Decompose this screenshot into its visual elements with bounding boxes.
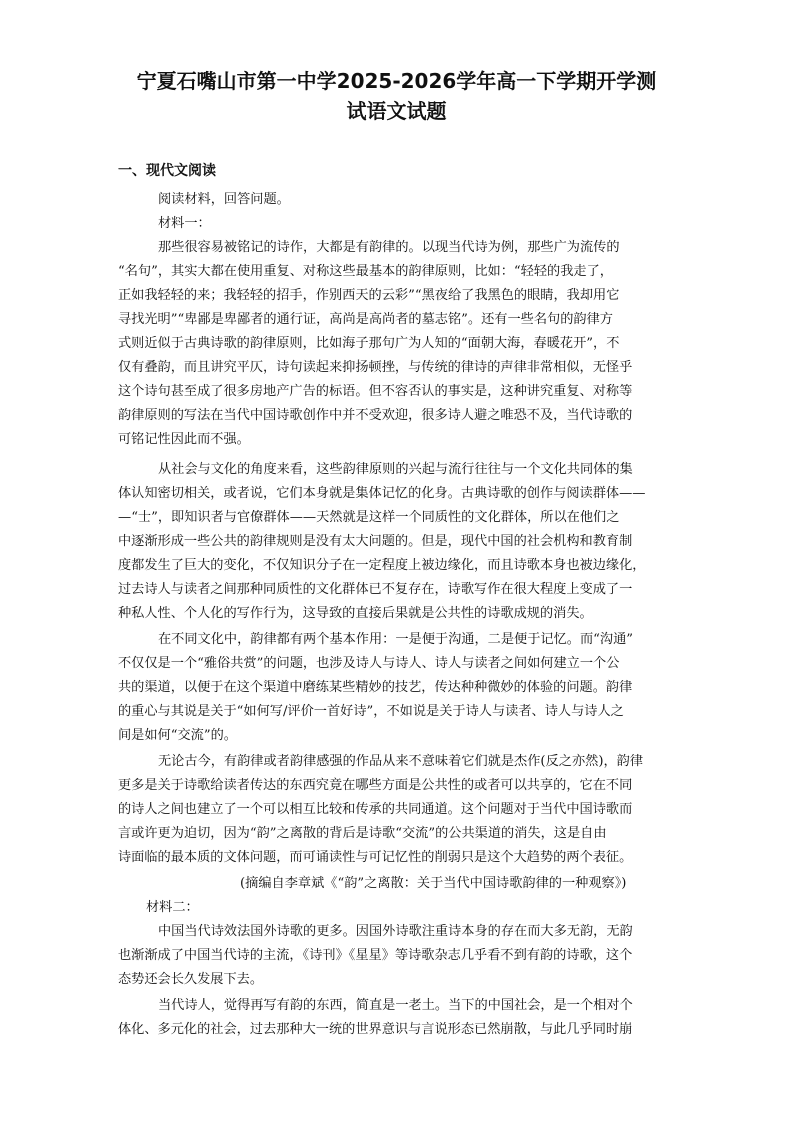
source-citation: (摘编自李章斌《“韵”之离散：关于当代中国诗歌韵律的一种观察》) (240, 876, 627, 891)
paragraph-line: 寻找光明”“卑鄙是卑鄙者的通行证，高尚是高尚者的墓志铭”。还有一些名句的韵律方 (118, 312, 613, 327)
paragraph-line: 韵律原则的写法在当代中国诗歌创作中并不受欢迎，很多诗人避之唯恐不及，当代诗歌的 (118, 408, 633, 423)
paragraph-line: 从社会与文化的角度来看，这些韵律原则的兴起与流行往往与一个文化共同体的集 (158, 462, 633, 477)
paragraph-line: 中国当代诗效法国外诗歌的更多。因国外诗歌注重诗本身的存在而大多无韵，无韵 (158, 924, 633, 939)
material1-label: 材料一： (158, 216, 211, 231)
paragraph-line: 式则近似于古典诗歌的韵律原则，比如海子那句广为人知的“面朝大海，春暖花开”，不 (118, 336, 620, 351)
paragraph-line: 言或许更为迫切，因为“韵”之离散的背后是诗歌“交流”的公共渠道的消失，这是自由 (118, 826, 607, 841)
paragraph-line: 可铭记性因此而不强。 (118, 432, 250, 447)
document-title-line1: 宁夏石嘴山市第一中学2025-2026学年高一下学期开学测 (136, 69, 657, 93)
paragraph-line: “名句”，其实大都在使用重复、对称这些最基本的韵律原则，比如：“轻轻的我走了， (118, 264, 613, 279)
paragraph-line: 的重心与其说是关于“如何写/评价一首好诗”，不如说是关于诗人与读者、诗人与诗人之 (118, 704, 624, 719)
paragraph-line: 当代诗人，觉得再写有韵的东西，简直是一老土。当下的中国社会，是一个相对个 (158, 998, 633, 1013)
paragraph-line: 度都发生了巨大的变化，不仅知识分子在一定程度上被边缘化，而且诗歌本身也被边缘化， (118, 558, 646, 573)
paragraph-line: —“士”，即知识者与官僚群体——天然就是这样一个同质性的文化群体，所以在他们之 (118, 510, 620, 525)
paragraph-line: 无论古今，有韵律或者韵律感强的作品从来不意味着它们就是杰作(反之亦然)，韵律 (158, 754, 644, 769)
document-title-line2: 试语文试题 (346, 99, 447, 123)
paragraph-line: 在不同文化中，韵律都有两个基本作用：一是便于沟通，二是便于记忆。而“沟通” (158, 632, 634, 647)
paragraph-line: 间是如何“交流”的。 (118, 728, 237, 743)
paragraph-line: 更多是关于诗歌给读者传达的东西究竟在哪些方面是公共性的或者可以共享的，它在不同 (118, 778, 633, 793)
section-heading: 一、现代文阅读 (118, 163, 216, 179)
paragraph-line: 不仅仅是一个“雅俗共赏”的问题，也涉及诗人与诗人、诗人与读者之间如何建立一个公 (118, 656, 620, 671)
paragraph-line: 这个诗句甚至成了很多房地产广告的标语。但不容否认的事实是，这种讲究重复、对称等 (118, 384, 633, 399)
paragraph-line: 诗面临的最本质的文体问题，而可诵读性与可记忆性的削弱只是这个大趋势的两个表征。 (118, 850, 633, 865)
paragraph-line: 中逐渐形成一些公共的韵律规则是没有太大问题的。但是，现代中国的社会机构和教育制 (118, 534, 633, 549)
paragraph-line: 也渐渐成了中国当代诗的主流，《诗刊》《星星》等诗歌杂志几乎看不到有韵的诗歌，这个 (118, 948, 633, 963)
instruction-text: 阅读材料，回答问题。 (158, 192, 290, 207)
paragraph-line: 的诗人之间也建立了一个可以相互比较和传承的共同通道。这个问题对于当代中国诗歌而 (118, 802, 633, 817)
paragraph-line: 过去诗人与读者之间那种同质性的文化群体已不复存在，诗歌写作在很大程度上变成了一 (118, 582, 633, 597)
material2-label: 材料二： (146, 900, 199, 915)
paragraph-line: 仅有叠韵，而且讲究平仄，诗句读起来抑扬顿挫，与传统的律诗的声律非常相似，无怪乎 (118, 360, 633, 375)
paragraph-line: 体化、多元化的社会，过去那种大一统的世界意识与言说形态已然崩散，与此几乎同时崩 (118, 1022, 633, 1037)
paragraph-line: 共的渠道，以便于在这个渠道中磨练某些精妙的技艺，传达种种微妙的体验的问题。韵律 (118, 680, 633, 695)
paragraph-line: 那些很容易被铭记的诗作，大都是有韵律的。以现当代诗为例，那些广为流传的 (158, 240, 620, 255)
paragraph-line: 体认知密切相关，或者说，它们本身就是集体记忆的化身。古典诗歌的创作与阅读群体—— (118, 486, 646, 501)
paragraph-line: 种私人性、个人化的写作行为，这导致的直接后果就是公共性的诗歌成规的消失。 (118, 606, 593, 621)
paragraph-line: 态势还会长久发展下去。 (118, 972, 264, 987)
paragraph-line: 正如我轻轻的来；我轻轻的招手，作别西天的云彩”“黑夜给了我黑色的眼睛，我却用它 (118, 288, 620, 303)
